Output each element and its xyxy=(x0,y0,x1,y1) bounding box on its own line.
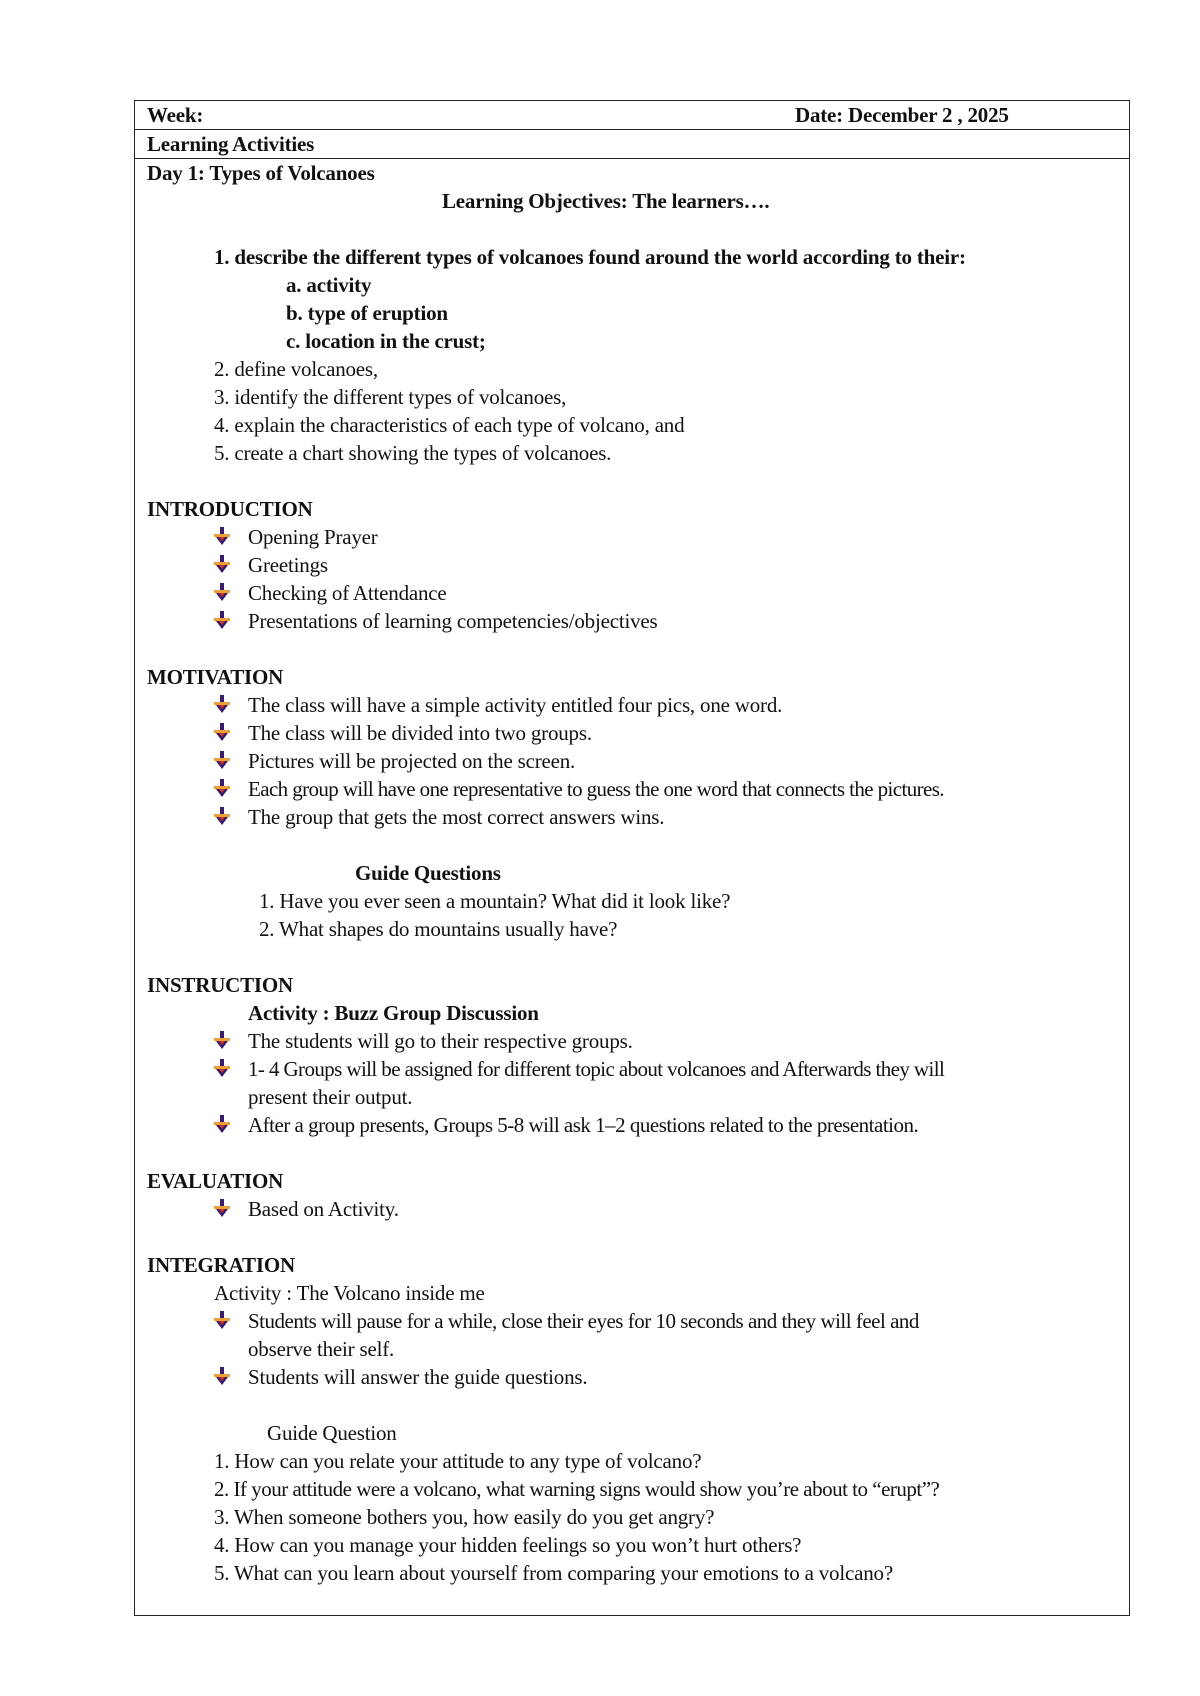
arrow-bullet-icon xyxy=(214,527,230,545)
introduction-heading: INTRODUCTION xyxy=(147,497,313,521)
arrow-bullet-icon xyxy=(214,1059,230,1077)
motivation-item: The class will have a simple activity entitled four pics, one word. xyxy=(248,693,783,717)
objective-1: 1. describe the different types of volcanoes found around the world according to their: xyxy=(214,245,966,269)
arrow-bullet-icon xyxy=(214,583,230,601)
objective-1b: b. type of eruption xyxy=(286,301,448,325)
evaluation-heading: EVALUATION xyxy=(147,1169,284,1193)
instruction-item: 1- 4 Groups will be assigned for different topic about volcanoes and Afterwards they will xyxy=(248,1057,945,1081)
objectives-heading: Learning Objectives: The learners…. xyxy=(442,189,770,213)
integration-activity: Activity : The Volcano inside me xyxy=(214,1281,485,1305)
integration-question: 5. What can you learn about yourself from comparing your emotions to a volcano? xyxy=(214,1561,893,1585)
section-title: Learning Activities xyxy=(147,132,315,156)
integration-item: Students will answer the guide questions. xyxy=(248,1365,588,1389)
motivation-heading: MOTIVATION xyxy=(147,665,284,689)
arrow-bullet-icon xyxy=(214,611,230,629)
objective-1c: c. location in the crust; xyxy=(286,329,486,353)
lesson-body xyxy=(135,159,1129,1615)
arrow-bullet-icon xyxy=(214,555,230,573)
arrow-bullet-icon xyxy=(214,1367,230,1385)
integration-question: 1. How can you relate your attitude to any type of volcano? xyxy=(214,1449,702,1473)
week-label: Week: xyxy=(147,103,204,127)
integration-question: 3. When someone bothers you, how easily do you get angry? xyxy=(214,1505,715,1529)
day-title: Day 1: Types of Volcanoes xyxy=(147,161,375,185)
arrow-bullet-icon xyxy=(214,723,230,741)
integration-question: 4. How can you manage your hidden feelings so you won’t hurt others? xyxy=(214,1533,802,1557)
objective-3: 3. identify the different types of volcanoes, xyxy=(214,385,567,409)
integration-item-continued: observe their self. xyxy=(248,1337,395,1361)
objective-1a: a. activity xyxy=(286,273,372,297)
header-row xyxy=(135,101,1129,130)
instruction-heading: INSTRUCTION xyxy=(147,973,293,997)
instruction-activity: Activity : Buzz Group Discussion xyxy=(248,1001,539,1025)
section-title-row xyxy=(135,130,1129,159)
integration-heading: INTEGRATION xyxy=(147,1253,295,1277)
intro-item: Greetings xyxy=(248,553,328,577)
guide-question-1: 1. Have you ever seen a mountain? What did it look like? xyxy=(259,889,731,913)
motivation-item: The class will be divided into two groups. xyxy=(248,721,592,745)
arrow-bullet-icon xyxy=(214,1199,230,1217)
objective-5: 5. create a chart showing the types of volcanoes. xyxy=(214,441,612,465)
motivation-item: Pictures will be projected on the screen. xyxy=(248,749,576,773)
arrow-bullet-icon xyxy=(214,751,230,769)
arrow-bullet-icon xyxy=(214,1311,230,1329)
arrow-bullet-icon xyxy=(214,1031,230,1049)
lesson-plan-table xyxy=(134,100,1130,1616)
arrow-bullet-icon xyxy=(214,695,230,713)
arrow-bullet-icon xyxy=(214,807,230,825)
instruction-item: After a group presents, Groups 5-8 will ask 1–2 questions related to the presentation. xyxy=(248,1113,919,1137)
intro-item: Opening Prayer xyxy=(248,525,378,549)
integration-guide-heading: Guide Question xyxy=(267,1421,397,1445)
guide-questions-heading: Guide Questions xyxy=(355,861,501,885)
motivation-item: The group that gets the most correct answers wins. xyxy=(248,805,665,829)
intro-item: Presentations of learning competencies/objectives xyxy=(248,609,658,633)
integration-item: Students will pause for a while, close their eyes for 10 seconds and they will feel and xyxy=(248,1309,919,1333)
integration-question: 2. If your attitude were a volcano, what warning signs would show you’re about to “erupt”? xyxy=(214,1477,940,1501)
motivation-item: Each group will have one representative to guess the one word that connects the pictures. xyxy=(248,777,944,801)
guide-question-2: 2. What shapes do mountains usually have? xyxy=(259,917,618,941)
date-label: Date: December 2 , 2025 xyxy=(795,103,1009,127)
intro-item: Checking of Attendance xyxy=(248,581,447,605)
arrow-bullet-icon xyxy=(214,1115,230,1133)
evaluation-item: Based on Activity. xyxy=(248,1197,399,1221)
instruction-item: The students will go to their respective groups. xyxy=(248,1029,633,1053)
instruction-item-continued: present their output. xyxy=(248,1085,413,1109)
objective-4: 4. explain the characteristics of each type of volcano, and xyxy=(214,413,685,437)
objective-2: 2. define volcanoes, xyxy=(214,357,378,381)
arrow-bullet-icon xyxy=(214,779,230,797)
